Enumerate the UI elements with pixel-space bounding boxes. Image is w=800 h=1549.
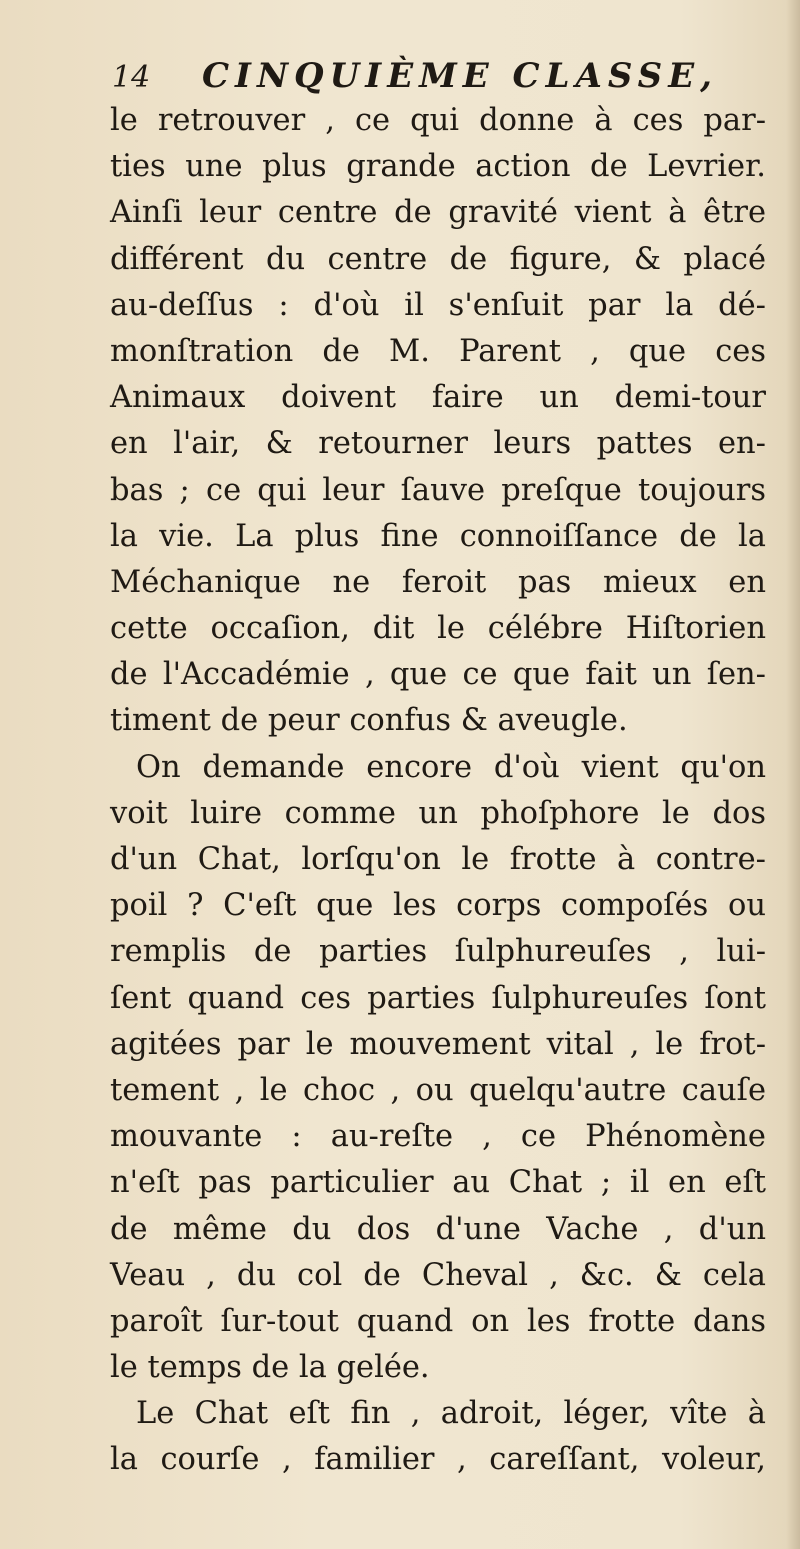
- text-line: paroît ſur-tout quand on les frotte dans: [110, 1303, 766, 1339]
- text-line: de l'Accadémie , que ce que fait un ſen-: [110, 657, 766, 693]
- text-line: voit luire comme un phoſphore le dos: [110, 795, 766, 831]
- text-line: ties une plus grande action de Levrier.: [110, 149, 766, 185]
- text-line: agitées par le mouvement vital , le frot-: [110, 1026, 766, 1062]
- text-line: Le Chat eſt fin , adroit, léger, vîte à: [136, 1396, 766, 1432]
- text-line: le temps de la gelée.: [110, 1350, 430, 1386]
- page-edge-shadow: [786, 0, 800, 1549]
- text-line: différent du centre de figure, & placé: [110, 241, 766, 277]
- text-line: n'eſt pas particulier au Chat ; il en eſt: [110, 1165, 766, 1201]
- running-title: CINQUIÈME CLASSE,: [202, 56, 718, 96]
- text-line: ſent quand ces parties ſulphureuſes ſont: [110, 980, 766, 1016]
- text-line: le retrouver , ce qui donne à ces par-: [110, 103, 766, 138]
- text-line: cette occaſion, dit le célébre Hiſtorien: [110, 611, 766, 647]
- text-line: tement , le choc , ou quelqu'autre cauſe: [110, 1072, 766, 1108]
- text-line: timent de peur confus & aveugle.: [110, 703, 628, 739]
- text-line: la courſe , familier , careſſant, voleur,: [110, 1442, 766, 1478]
- body-text: [110, 98, 766, 1484]
- text-line: la vie. La plus fine connoiſſance de la: [110, 518, 766, 554]
- text-line: poil ? C'eſt que les corps compoſés ou: [110, 888, 766, 924]
- text-line: en l'air, & retourner leurs pattes en-: [110, 426, 766, 462]
- text-line: monſtration de M. Parent , que ces: [110, 333, 766, 369]
- text-line: au-deſſus : d'où il s'enſuit par la dé-: [110, 287, 766, 323]
- text-line: Méchanique ne feroit pas mieux en: [110, 564, 766, 600]
- text-line: remplis de parties ſulphureuſes , lui-: [110, 934, 766, 970]
- page-number: 14: [112, 60, 151, 95]
- text-line: mouvante : au-reſte , ce Phénomène: [110, 1119, 766, 1155]
- text-line: On demande encore d'où vient qu'on: [136, 749, 766, 785]
- text-line: Animaux doivent faire un demi-tour: [110, 380, 766, 416]
- page-header: [112, 56, 752, 102]
- text-line: d'un Chat, lorſqu'on le frotte à contre-: [110, 842, 766, 877]
- text-line: Veau , du col de Cheval , &c. & cela: [110, 1257, 766, 1293]
- text-line: de même du dos d'une Vache , d'un: [110, 1211, 766, 1247]
- text-line: Ainſi leur centre de gravité vient à être: [110, 195, 766, 231]
- text-line: bas ; ce qui leur ſauve preſque toujours: [110, 472, 766, 508]
